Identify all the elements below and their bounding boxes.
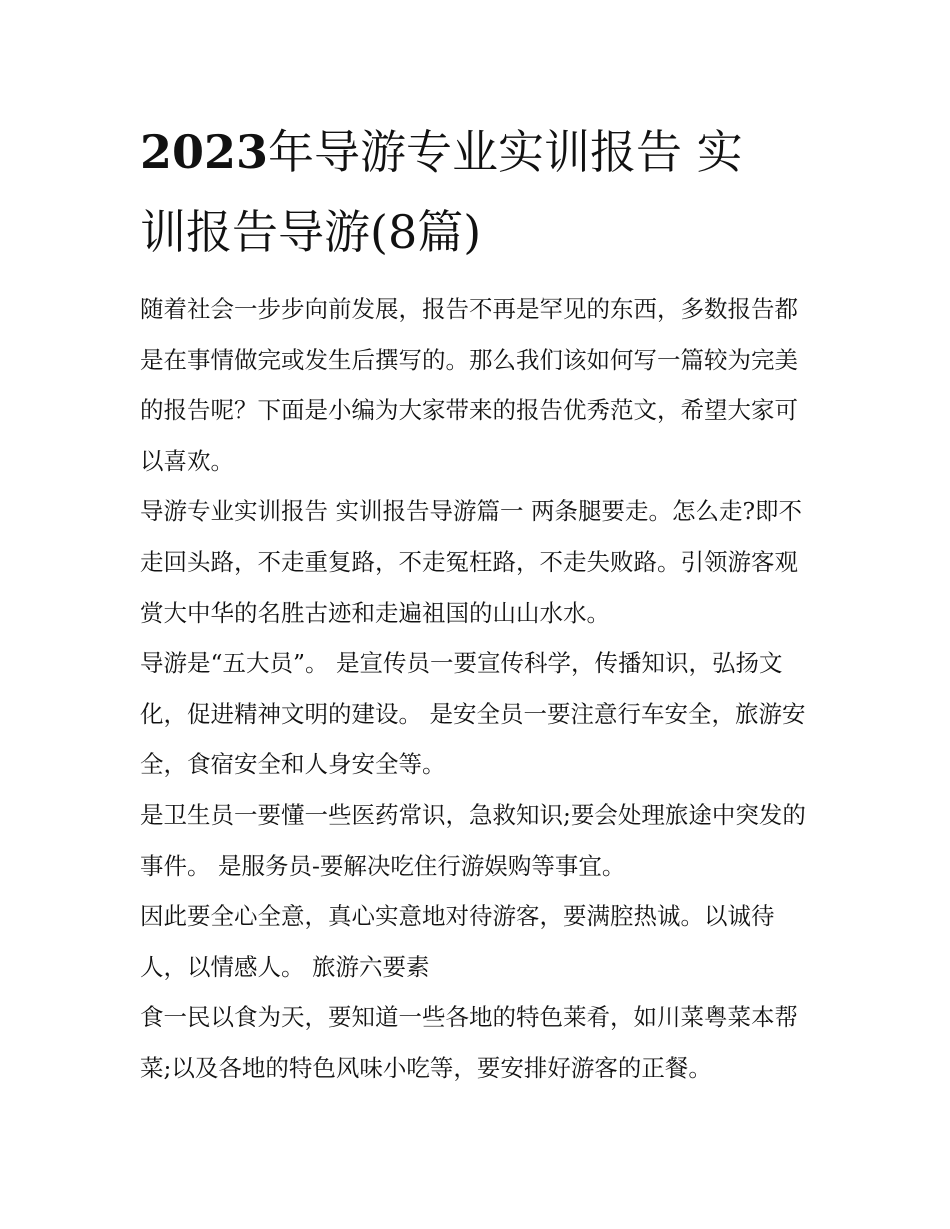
paragraph-intro: 随着社会一步步向前发展，报告不再是罕见的东西，多数报告都是在事情做完或发生后撰写的。那么我们该如何写一篇较为完美的报告呢？下面是小编为大家带来的报告优秀范文，希望大家可以喜欢。 — [140, 295, 798, 475]
title-line-1 — [140, 112, 820, 192]
paragraph-1: 导游专业实训报告 实训报告导游篇一 两条腿要走。怎么走?即不走回头路，不走重复路，不走冤枉路，不走失败路。引领游客观赏大中华的名胜古迹和走遍祖国的山山水水。 — [140, 497, 803, 627]
title-rest: 年导游专业实训报告 实 — [268, 125, 743, 179]
title-line-2: 训报告导游(8篇) — [140, 205, 482, 259]
paragraph-2: 导游是“五大员”。 是宣传员一要宣传科学，传播知识，弘扬文化，促进精神文明的建设。 是安全员一要注意行车安全，旅游安全，食宿安全和人身安全等。 — [140, 649, 806, 779]
document-page — [140, 112, 820, 1094]
paragraph-3: 是卫生员一要懂一些医药常识，急救知识;要会处理旅途中突发的事件。 是服务员-要解决吃住行游娱购等事宜。 — [140, 800, 806, 880]
document-title — [140, 112, 820, 272]
title-year: 2023 — [140, 125, 269, 179]
paragraph-4: 因此要全心全意，真心实意地对待游客，要满腔热诚。以诚待人，以情感人。 旅游六要素 — [140, 902, 775, 981]
paragraph-5: 食一民以食为天，要知道一些各地的特色莱肴，如川菜粤菜本帮菜;以及各地的特色风味小吃等，要安排好游客的正餐。 — [140, 1003, 798, 1082]
document-body — [140, 284, 820, 1094]
